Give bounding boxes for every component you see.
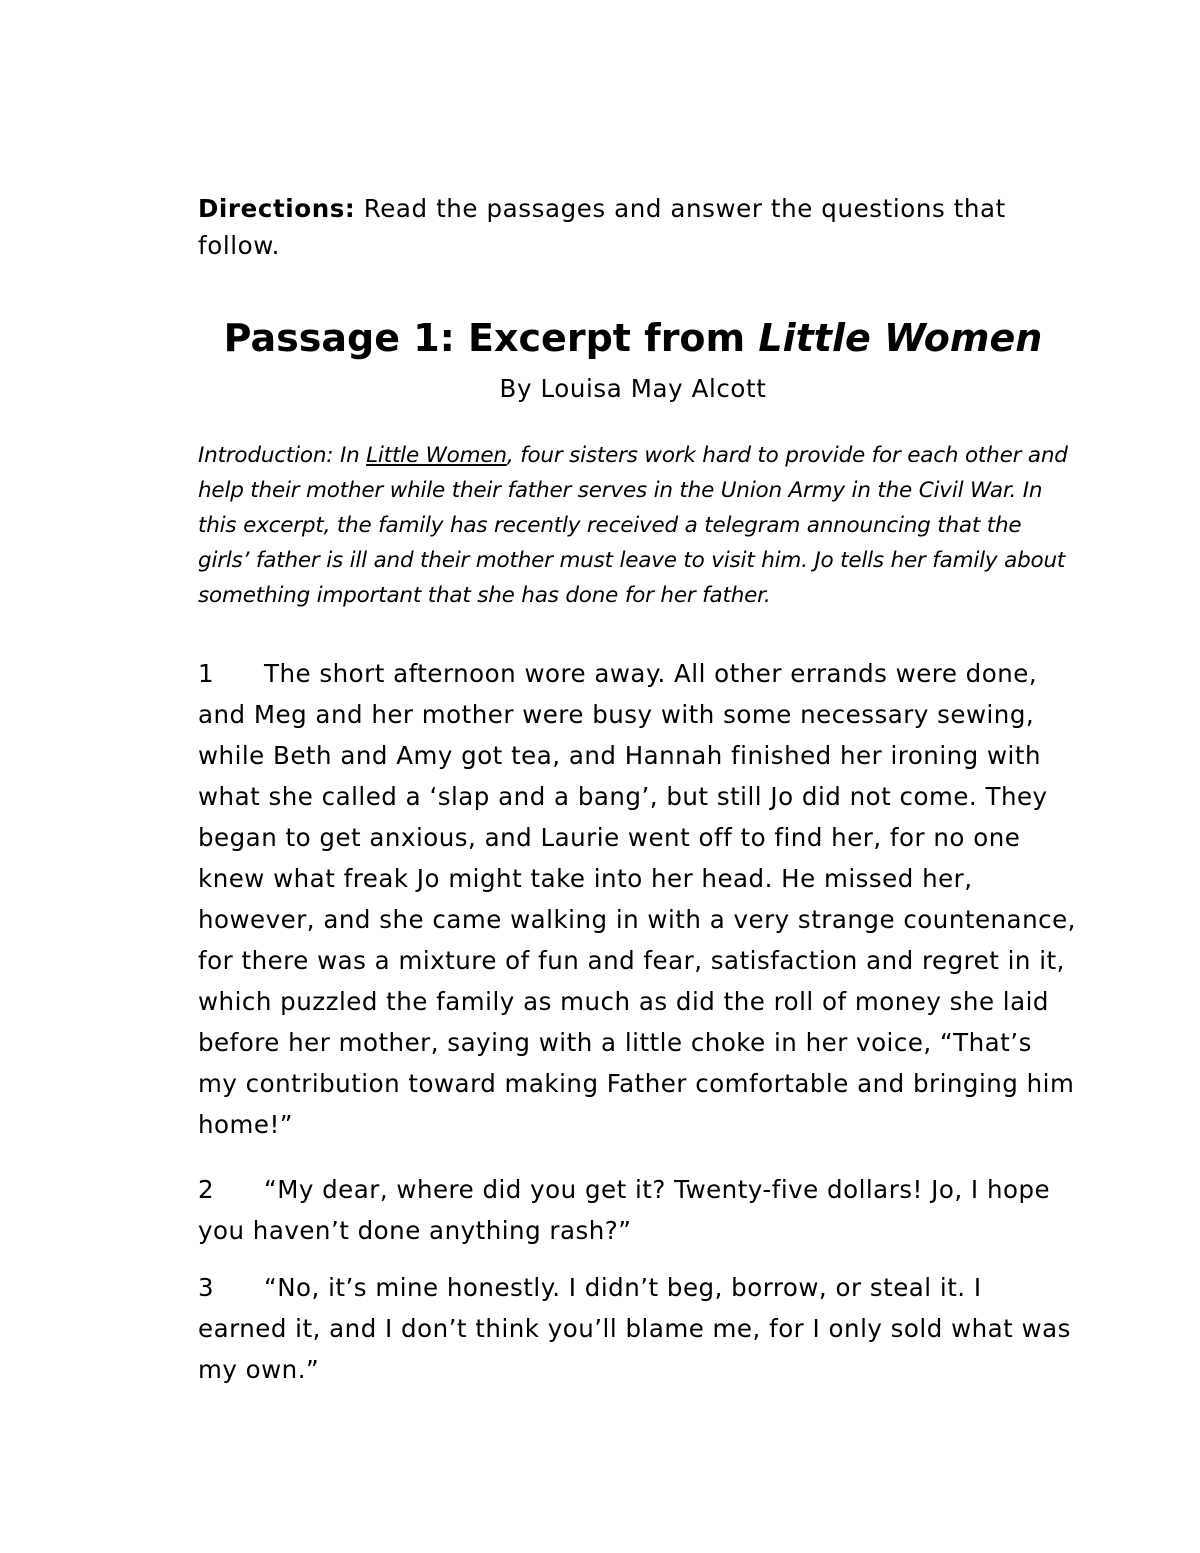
introduction-work-title: Little Women: [366, 443, 507, 468]
passage-title: [188, 316, 1078, 360]
directions: [198, 190, 1078, 264]
directions-label: Directions:: [198, 194, 356, 223]
paragraph-text: “My dear, where did you get it? Twenty-five dollars! Jo, I hope you haven’t done anything rash?”: [198, 1175, 1051, 1245]
passage-title-prefix: Passage 1: Excerpt from: [223, 316, 759, 360]
directions-text: Read the passages and answer the questions that follow.: [198, 194, 1006, 260]
paragraph-number: 1: [198, 659, 215, 688]
paragraph-1: [198, 653, 1078, 1145]
paragraph-3: [198, 1267, 1078, 1390]
paragraph-text: “No, it’s mine honestly. I didn’t beg, borrow, or steal it. I earned it, and I don’t think you’ll blame me, for I only sold what was my own.”: [198, 1273, 1071, 1384]
introduction-lead: Introduction: In: [198, 443, 367, 468]
paragraph-number: 3: [198, 1273, 215, 1302]
paragraph-number: 2: [198, 1175, 215, 1204]
document-page: [198, 190, 1078, 1390]
paragraph-2: [198, 1169, 1078, 1251]
paragraph-text: The short afternoon wore away. All other errands were done, and Meg and her mother were busy with some necessary sewing, while Beth and Amy got tea, and Hannah finished her ironing with what she called a ‘slap and a bang’, but still Jo did not come. They began to get anxious, and Laurie went off to find her, for no one knew what freak Jo might take into her head. He missed her, however, and she came walking in with a very strange countenance, for there was a mixture of fun and fear, satisfaction and regret in it, which puzzled the family as much as did the roll of money she laid before her mother, saying with a little choke in her voice, “That’s my contribution toward making Father comfortable and bringing him home!”: [198, 659, 1076, 1139]
byline: By Louisa May Alcott: [499, 374, 767, 403]
passage-title-work: Little Women: [758, 316, 1043, 360]
introduction-text: , four sisters work hard to provide for each other and help their mother while their father serves in the Union Army in the Civil War. In this excerpt, the family has recently received a telegram announcing that the girls’ father is ill and their mother must leave to visit him. Jo tells her family about something important that she has done for her father.: [198, 443, 1068, 608]
introduction: [198, 438, 1078, 613]
